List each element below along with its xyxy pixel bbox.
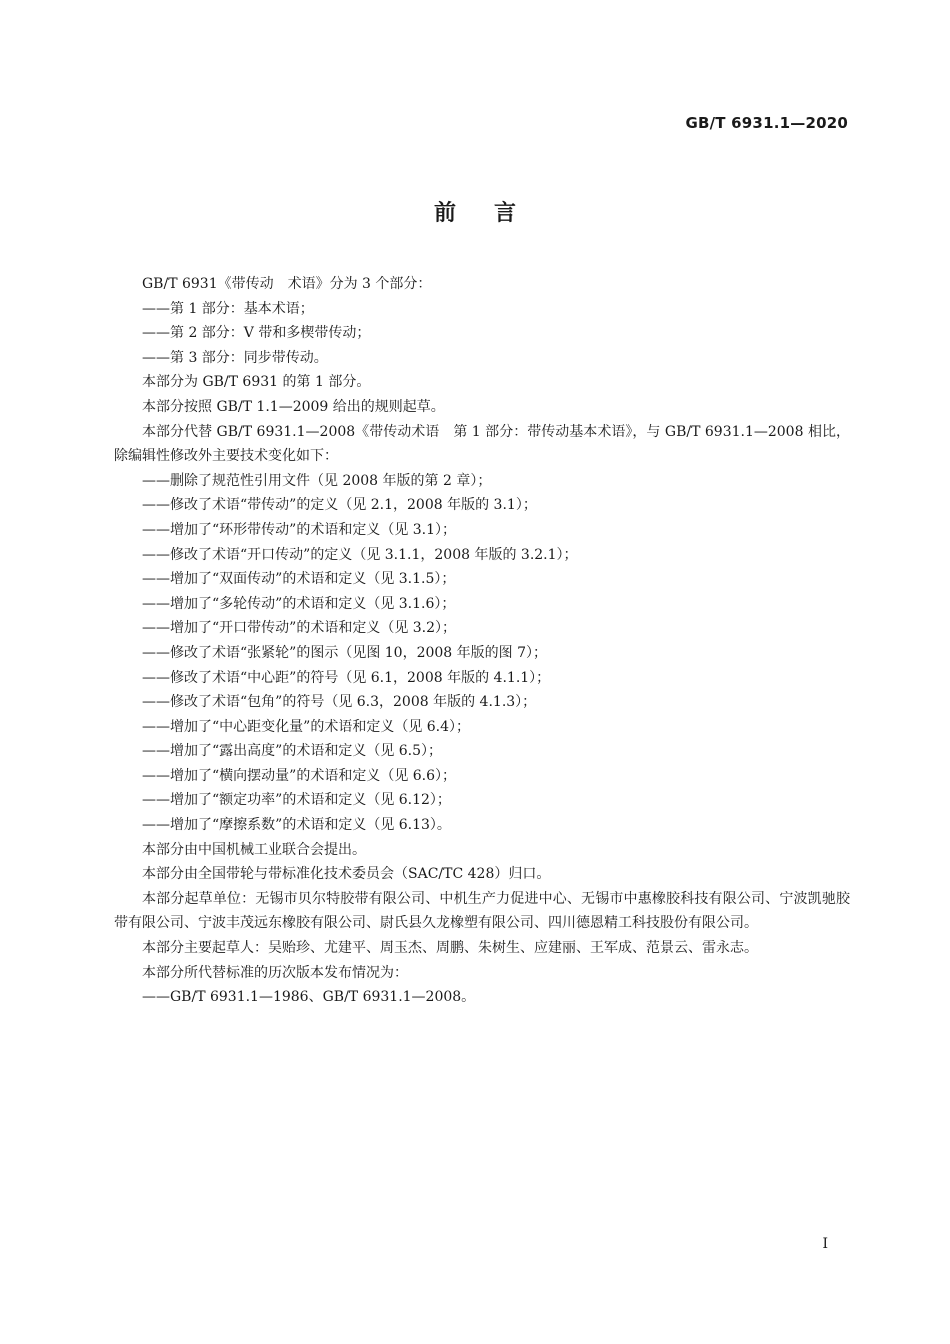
list-item-change: ——修改了术语“张紧轮”的图示（见图 10，2008 年版的图 7）；: [142, 644, 548, 661]
list-item-change: ——增加了“双面传动”的术语和定义（见 3.1.5）；: [142, 571, 456, 588]
list-item-change: ——增加了“多轮传动”的术语和定义（见 3.1.6）；: [142, 595, 456, 612]
list-item-change: ——修改了术语“中心距”的符号（见 6.1，2008 年版的 4.1.1）；: [142, 669, 551, 686]
paragraph-parts-intro: GB/T 6931《带传动 术语》分为 3 个部分：: [142, 276, 432, 292]
list-item-change: ——增加了“横向摆动量”的术语和定义（见 6.6）；: [142, 767, 457, 784]
list-item-previous-edition: ——GB/T 6931.1—1986、GB/T 6931.1—2008。: [142, 989, 476, 1006]
paragraph-drafting-rules: 本部分按照 GB/T 1.1—2009 给出的规则起草。: [142, 398, 445, 415]
list-item-change: ——增加了“露出高度”的术语和定义（见 6.5）；: [142, 743, 443, 760]
list-item-change: ——修改了术语“开口传动”的定义（见 3.1.1，2008 年版的 3.2.1）；: [142, 546, 578, 563]
list-item-change: ——增加了“摩擦系数”的术语和定义（见 6.13）。: [142, 817, 451, 834]
list-item-part-2: ——第 2 部分：V 带和多楔带传动；: [142, 325, 371, 342]
list-item-part-3: ——第 3 部分：同步带传动。: [142, 349, 328, 366]
list-item-change: ——增加了“开口带传动”的术语和定义（见 3.2）；: [142, 620, 457, 637]
list-item-change: ——修改了术语“包角”的符号（见 6.3，2008 年版的 4.1.3）；: [142, 694, 537, 711]
list-item-part-1: ——第 1 部分：基本术语；: [142, 300, 314, 317]
paragraph-drafting-units: 本部分起草单位：无锡市贝尔特胶带有限公司、中机生产力促进中心、无锡市中惠橡胶科技有限公司、宁波凯驰胶带有限公司、宁波丰茂远东橡胶有限公司、尉氏县久龙橡塑有限公司、四川德恩精工科技股份有限公司。: [114, 890, 850, 932]
list-item-change: ——删除了规范性引用文件（见 2008 年版的第 2 章）；: [142, 472, 492, 489]
page-number: I: [822, 1236, 828, 1252]
paragraph-previous-editions: 本部分所代替标准的历次版本发布情况为：: [142, 964, 408, 981]
list-item-change: ——增加了“中心距变化量”的术语和定义（见 6.4）；: [142, 718, 471, 735]
section-title: 前言: [433, 201, 554, 226]
paragraph-replaces: 本部分代替 GB/T 6931.1—2008《带传动术语 第 1 部分：带传动基本术语》，与 GB/T 6931.1—2008 相比，除编辑性修改外主要技术变化如下：: [114, 423, 850, 465]
list-item-change: ——修改了术语“带传动”的定义（见 2.1，2008 年版的 3.1）；: [142, 497, 537, 514]
body-text: [114, 272, 850, 1010]
paragraph-this-part: 本部分为 GB/T 6931 的第 1 部分。: [142, 374, 371, 391]
list-item-change: ——增加了“额定功率”的术语和定义（见 6.12）；: [142, 792, 451, 809]
paragraph-proposed-by: 本部分由中国机械工业联合会提出。: [142, 841, 366, 858]
paragraph-centralized-by: 本部分由全国带轮与带标准化技术委员会（SAC/TC 428）归口。: [142, 866, 551, 883]
list-item-change: ——增加了“环形带传动”的术语和定义（见 3.1）；: [142, 521, 457, 538]
standard-number: GB/T 6931.1—2020: [685, 114, 848, 132]
paragraph-drafters: 本部分主要起草人：吴贻珍、尤建平、周玉杰、周鹏、朱树生、应建丽、王军成、范景云、雷永志。: [142, 940, 758, 957]
